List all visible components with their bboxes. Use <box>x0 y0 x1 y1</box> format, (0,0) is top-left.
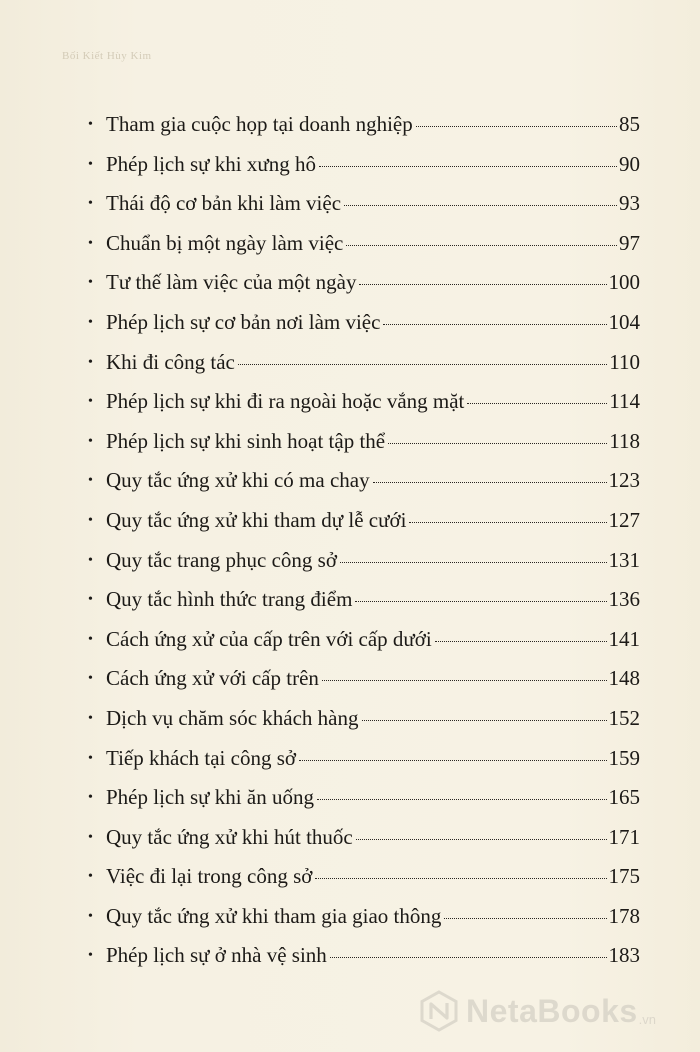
toc-entry-title: Phép lịch sự khi ăn uống <box>106 785 314 810</box>
bullet-icon: • <box>88 790 93 806</box>
bullet-icon: • <box>88 869 93 885</box>
dot-leader <box>435 641 607 642</box>
bullet-icon: • <box>88 433 93 449</box>
toc-entry-title: Quy tắc ứng xử khi hút thuốc <box>106 824 353 849</box>
bullet-icon: • <box>88 552 93 568</box>
dot-leader <box>359 284 606 285</box>
dot-leader <box>340 562 607 563</box>
dot-leader <box>238 364 607 365</box>
dot-leader <box>373 482 607 483</box>
toc-entry <box>88 864 640 904</box>
bullet-icon: • <box>88 512 93 528</box>
bullet-icon: • <box>88 473 93 489</box>
toc-entry-page: 100 <box>608 270 640 295</box>
toc-entry-page: 131 <box>608 547 640 572</box>
table-of-contents <box>88 112 640 983</box>
dot-leader <box>344 205 617 206</box>
toc-entry-title: Quy tắc trang phục công sở <box>106 547 337 572</box>
netabooks-logo-icon <box>418 990 460 1032</box>
dot-leader <box>315 878 606 879</box>
toc-entry-title: Phép lịch sự khi xưng hô <box>106 151 317 176</box>
toc-entry-title: Tham gia cuộc họp tại doanh nghiệp <box>106 112 413 136</box>
toc-entry <box>88 825 640 865</box>
bullet-icon: • <box>88 394 93 410</box>
bullet-icon: • <box>88 156 93 172</box>
toc-entry-title: Phép lịch sự cơ bản nơi làm việc <box>106 309 381 334</box>
bullet-icon: • <box>88 671 93 687</box>
toc-entry-page: 136 <box>608 587 640 612</box>
toc-entry-title: Khi đi công tác <box>106 349 235 374</box>
toc-entry <box>88 627 640 667</box>
toc-entry-page: 90 <box>619 151 640 176</box>
toc-entry <box>88 706 640 746</box>
dot-leader <box>319 166 617 167</box>
watermark-brand: NetaBooks <box>466 992 638 1029</box>
dot-leader <box>388 443 607 444</box>
watermark <box>418 990 656 1032</box>
toc-entry <box>88 587 640 627</box>
bullet-icon: • <box>88 117 93 132</box>
toc-entry-page: 159 <box>608 745 640 770</box>
toc-entry-title: Cách ứng xử của cấp trên với cấp dưới <box>106 626 432 651</box>
dot-leader <box>416 126 617 127</box>
toc-entry-page: 93 <box>619 191 640 216</box>
bullet-icon: • <box>88 235 93 251</box>
toc-entry-title: Cách ứng xử với cấp trên <box>106 666 319 691</box>
toc-entry-page: 104 <box>608 309 640 334</box>
toc-entry <box>88 231 640 271</box>
dot-leader <box>409 522 606 523</box>
bullet-icon: • <box>88 710 93 726</box>
toc-entry-page: 171 <box>608 824 640 849</box>
watermark-suffix: .vn <box>638 1011 656 1027</box>
toc-entry-title: Thái độ cơ bản khi làm việc <box>106 191 342 216</box>
toc-entry-page: 110 <box>609 349 640 374</box>
bullet-icon: • <box>88 354 93 370</box>
toc-entry-title: Quy tắc ứng xử khi có ma chay <box>106 468 370 493</box>
dot-leader <box>299 760 607 761</box>
dot-leader <box>467 403 607 404</box>
dot-leader <box>330 957 607 958</box>
toc-entry-title: Dịch vụ chăm sóc khách hàng <box>106 705 359 730</box>
toc-entry-title: Quy tắc ứng xử khi tham dự lễ cưới <box>106 507 407 532</box>
toc-entry-page: 175 <box>608 864 640 889</box>
toc-entry-title: Quy tắc hình thức trang điểm <box>106 587 353 612</box>
toc-entry <box>88 270 640 310</box>
toc-entry-page: 123 <box>608 468 640 493</box>
toc-entry-title: Phép lịch sự ở nhà vệ sinh <box>106 943 327 968</box>
toc-entry-page: 127 <box>608 507 640 532</box>
toc-entry <box>88 429 640 469</box>
toc-entry-page: 118 <box>609 428 640 453</box>
toc-entry <box>88 943 640 983</box>
toc-entry-title: Chuẩn bị một ngày làm việc <box>106 230 344 255</box>
toc-entry <box>88 389 640 429</box>
dot-leader <box>362 720 607 721</box>
dot-leader <box>355 601 606 602</box>
toc-entry <box>88 666 640 706</box>
bullet-icon: • <box>88 592 93 608</box>
bullet-icon: • <box>88 829 93 845</box>
dot-leader <box>346 245 617 246</box>
toc-entry <box>88 785 640 825</box>
toc-entry-page: 97 <box>619 230 640 255</box>
toc-entry-page: 183 <box>608 943 640 968</box>
toc-entry-title: Tiếp khách tại công sở <box>106 745 296 770</box>
toc-entry-page: 114 <box>609 389 640 414</box>
toc-entry <box>88 310 640 350</box>
toc-entry-page: 178 <box>608 903 640 928</box>
dot-leader <box>317 799 607 800</box>
dot-leader <box>356 839 607 840</box>
bullet-icon: • <box>88 948 93 964</box>
toc-entry <box>88 468 640 508</box>
bullet-icon: • <box>88 196 93 212</box>
toc-entry-page: 85 <box>619 112 640 136</box>
toc-entry-title: Tư thế làm việc của một ngày <box>106 270 357 295</box>
toc-entry <box>88 508 640 548</box>
toc-entry-title: Phép lịch sự khi đi ra ngoài hoặc vắng mặt <box>106 389 465 414</box>
bullet-icon: • <box>88 631 93 647</box>
toc-entry-page: 165 <box>608 785 640 810</box>
toc-entry-title: Quy tắc ứng xử khi tham gia giao thông <box>106 903 442 928</box>
bullet-icon: • <box>88 275 93 291</box>
toc-entry <box>88 548 640 588</box>
toc-entry-title: Việc đi lại trong công sở <box>106 864 313 889</box>
bullet-icon: • <box>88 314 93 330</box>
bullet-icon: • <box>88 750 93 766</box>
dot-leader <box>322 680 607 681</box>
dot-leader <box>444 918 606 919</box>
toc-entry <box>88 112 640 152</box>
toc-entry-page: 148 <box>608 666 640 691</box>
toc-entry-title: Phép lịch sự khi sinh hoạt tập thể <box>106 428 386 453</box>
bullet-icon: • <box>88 908 93 924</box>
toc-entry <box>88 191 640 231</box>
dot-leader <box>383 324 606 325</box>
toc-entry <box>88 152 640 192</box>
toc-entry <box>88 746 640 786</box>
toc-entry <box>88 904 640 944</box>
toc-entry <box>88 350 640 390</box>
running-header: Bối Kiết Hùy Kim <box>62 50 152 62</box>
toc-entry-page: 141 <box>608 626 640 651</box>
toc-entry-page: 152 <box>608 705 640 730</box>
